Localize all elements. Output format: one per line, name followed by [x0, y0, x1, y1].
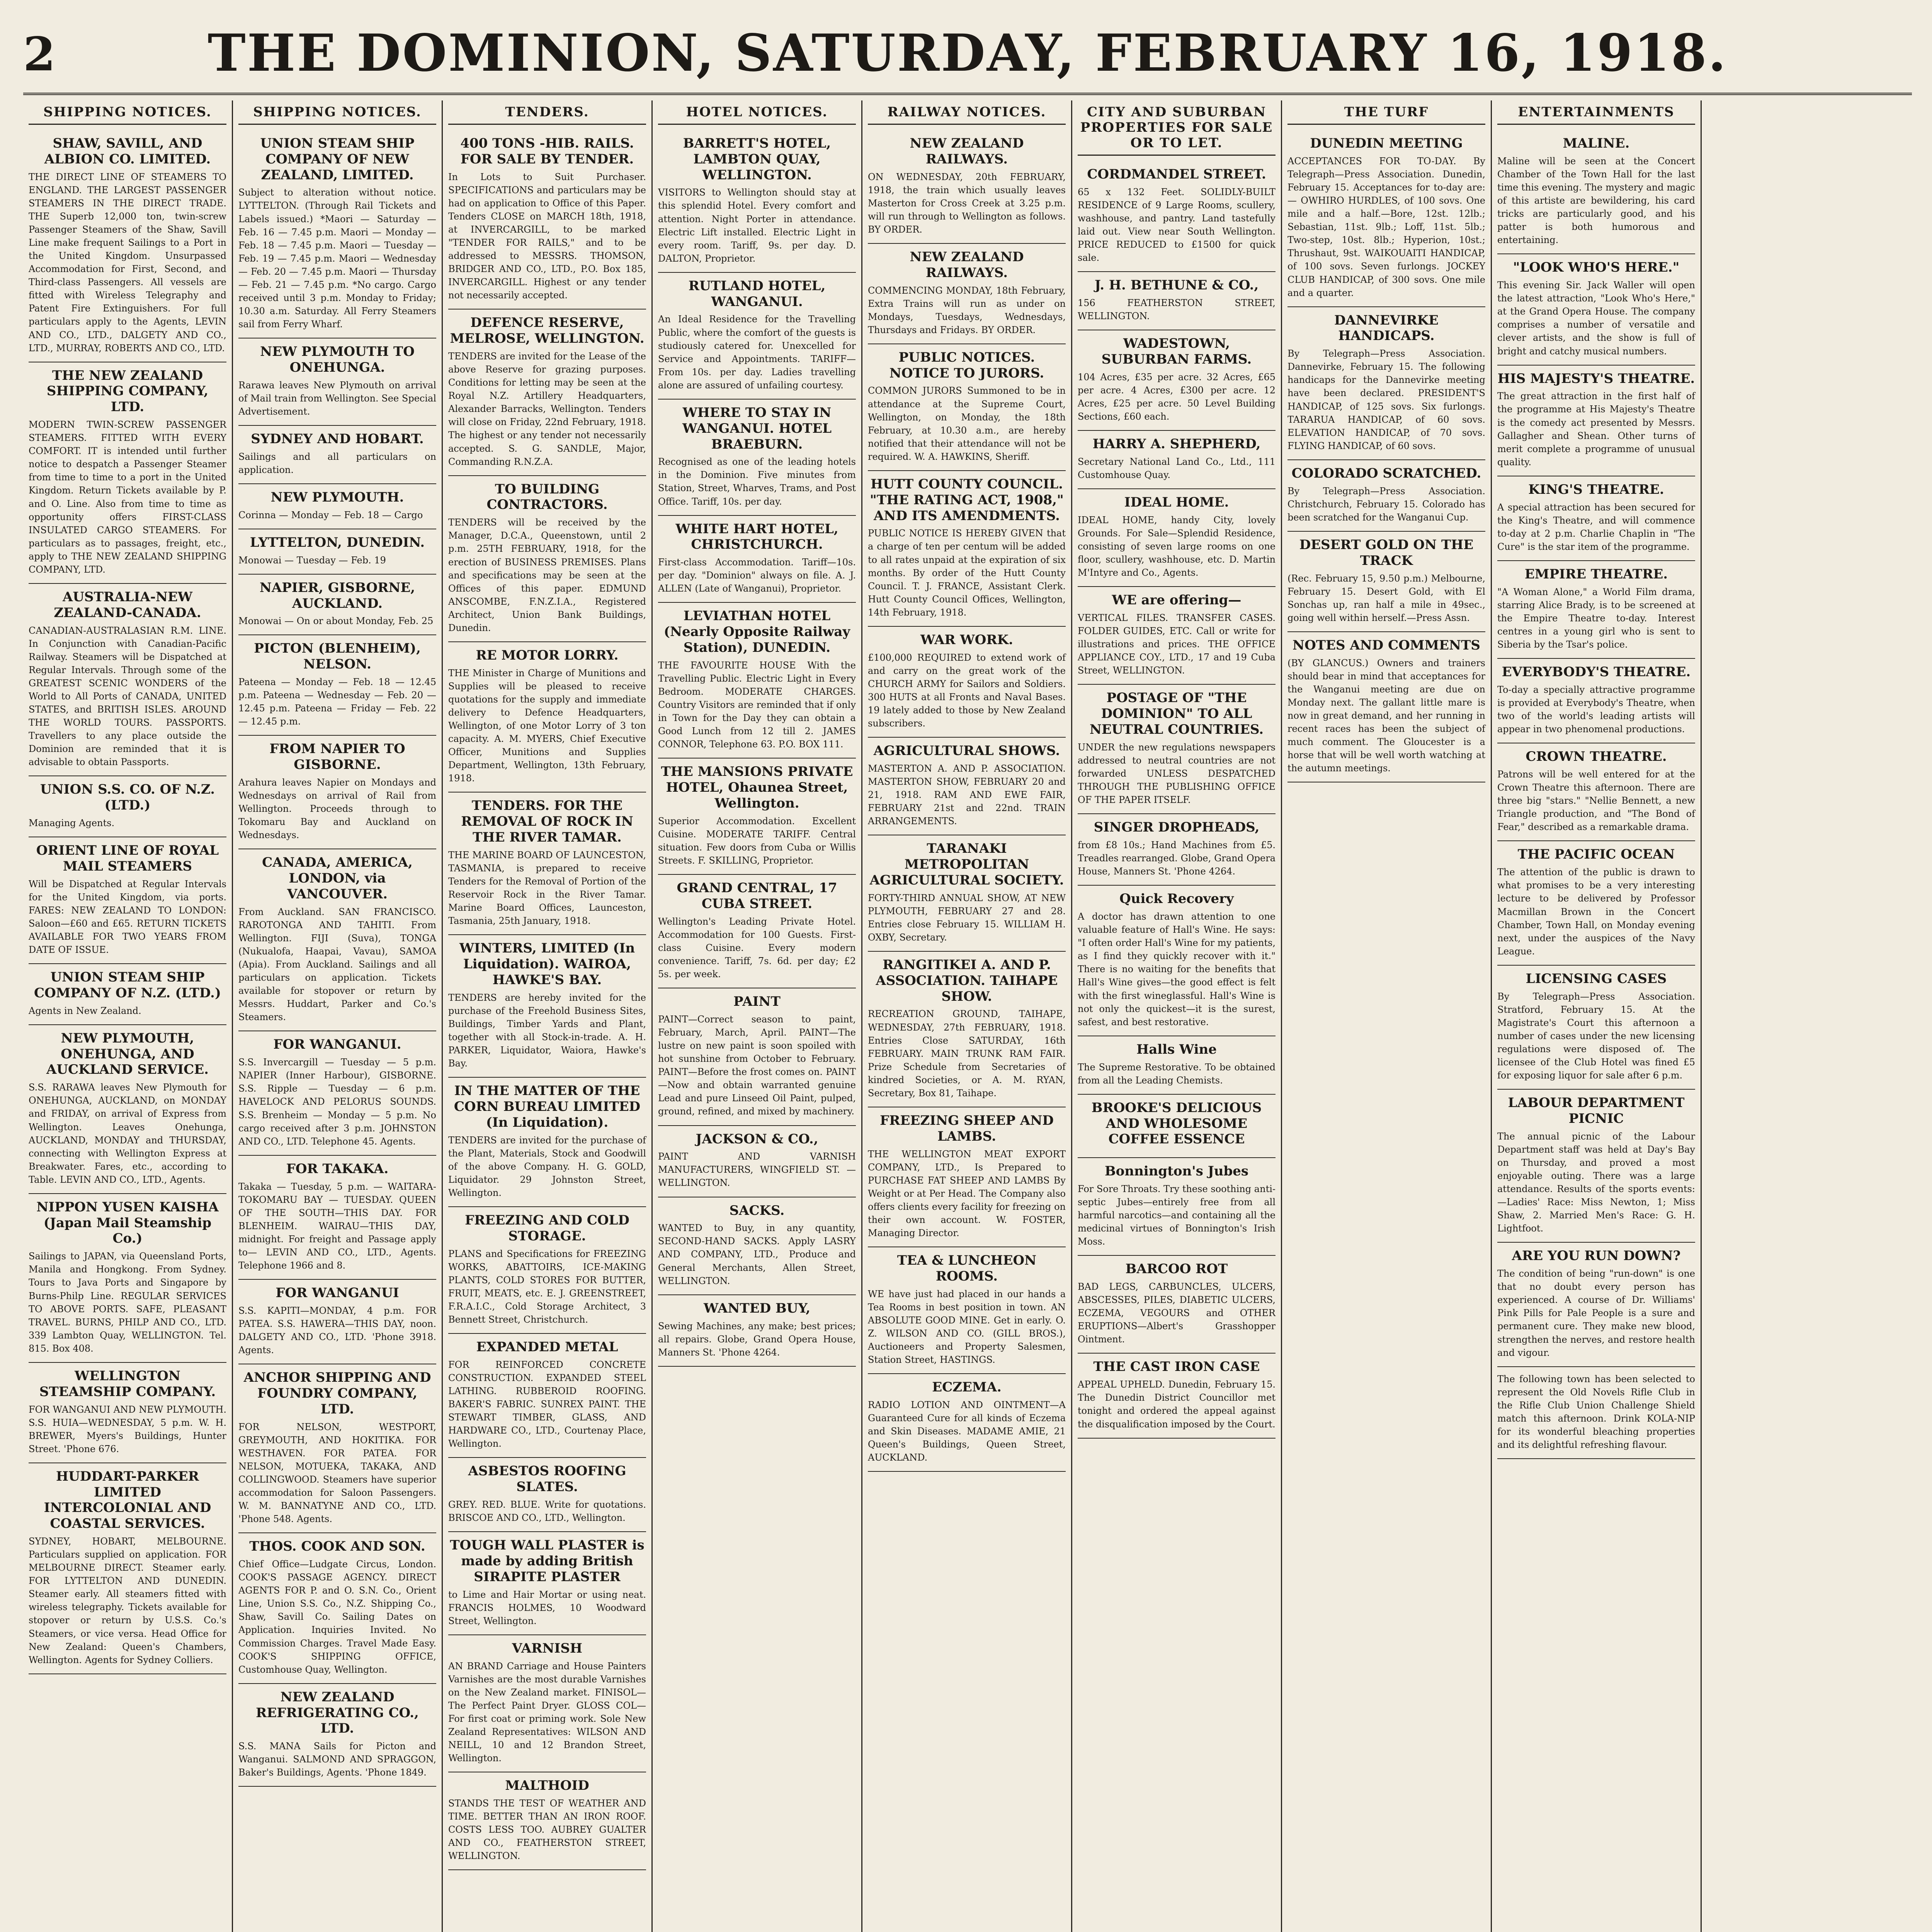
advertisement — [658, 759, 856, 875]
advertisement — [1078, 161, 1276, 272]
advertisement — [29, 130, 226, 362]
ad-body: PUBLIC NOTICE IS HEREBY GIVEN that a charge of ten per centum will be added to all rates unpaid at the expiration of six months. By order of the Hutt County Council. T. J. FRANCE, Assistant Clerk. Hutt County Council Offices, Wellington, 14th February, 1918. — [868, 528, 1066, 618]
ad-body: COMMENCING MONDAY, 18th February, Extra Trains will run as under on Mondays, Tuesdays, Wednesdays, Thursdays and Fridays. BY ORDER. — [868, 285, 1066, 335]
ad-body: S.S. RARAWA leaves New Plymouth for ONEHUNGA, AUCKLAND, on MONDAY and FRIDAY, on arrival of Express from Wellington. Leaves Onehunga, AUCKLAND, MONDAY and THURSDAY, connecting with Wellington Express at Breakwater. Fares, etc., according to Table. LEVIN AND CO., LTD., Agents. — [29, 1082, 226, 1185]
ad-body: FOR WANGANUI AND NEW PLYMOUTH. S.S. HUIA—WEDNESDAY, 5 p.m. W. H. BREWER, Myers's Buildings, Hunter Street. 'Phone 676. — [29, 1404, 226, 1454]
ad-body: RECREATION GROUND, TAIHAPE, WEDNESDAY, 27th FEBRUARY, 1918. Entries Close SATURDAY, 16th FEBRUARY. MAIN TRUNK RAM FAIR. Prize Schedule from Secretaries of kindred Societies, or A. M. RYAN, Secretary, Box 81, Taihape. — [868, 1009, 1066, 1099]
ad-body: Arahura leaves Napier on Mondays and Wednesdays on arrival of Rail from Wellington. Proceeds through to Tokomaru Bay and Auckland on Wednesdays. — [238, 777, 436, 841]
ad-body: THE Minister in Charge of Munitions and Supplies will be pleased to receive quotations for the supply and immediate delivery to Defence Headquarters, Wellington, of one Motor Lorry of 3 ton capacity. A. M. MYERS, Chief Executive Officer, Munitions and Supplies Department, Wellington, 13th February, 1918. — [448, 667, 646, 784]
ad-body: WE have just had placed in our hands a Tea Rooms in best position in town. AN ABSOLUTE GOOD MINE. Get in early. O. Z. WILSON AND CO. (GILL BROS.), Auctioneers and Property Salesmen, Station Street, HASTINGS. — [868, 1288, 1066, 1366]
ad-title: LEVIATHAN HOTEL (Nearly Opposite Railway Station), DUNEDIN. — [663, 608, 850, 656]
ad-body: "A Woman Alone," a World Film drama, starring Alice Brady, is to be screened at the Empire Theatre to-day. Interest centres in a young girl who is sent to Siberia by the Tsar's police. — [1497, 586, 1695, 650]
ad-title: TO BUILDING CONTRACTORS. — [486, 481, 608, 513]
ad-body: Agents in New Zealand. — [29, 1005, 141, 1016]
advertisement — [868, 738, 1066, 835]
ad-body: Sailings to JAPAN, via Queensland Ports, Manila and Hongkong. From Sydney. Tours to Java Ports and Singapore by Burns-Philp Line. REGULAR SERVICES TO ABOVE PORTS. SAFE, PLEASANT TRAVEL. BURNS, PHILP AND CO., LTD. 339 Lambton Quay, WELLINGTON. Tel. 815. Box 408. — [29, 1251, 226, 1354]
advertisement — [238, 1031, 436, 1155]
ad-title: RUTLAND HOTEL, WANGANUI. — [688, 278, 826, 310]
ad-title: SACKS. — [729, 1202, 785, 1218]
ad-title: ECZEMA. — [932, 1379, 1002, 1395]
ad-title: IN THE MATTER OF THE CORN BUREAU LIMITED (In Liquidation). — [454, 1083, 641, 1130]
ad-title: 400 TONS -HIB. RAILS. FOR SALE BY TENDER. — [460, 136, 634, 167]
ad-title: THE MANSIONS PRIVATE HOTEL, Ohaunea Street, Wellington. — [661, 764, 853, 811]
ad-body: Superior Accommodation. Excellent Cuisine. MODERATE TARIFF. Central situation. Few doors from Cuba or Willis Streets. F. SKILLING, Proprietor. — [658, 815, 856, 866]
ad-title: NEW ZEALAND RAILWAYS. — [910, 136, 1024, 167]
ad-body: From Auckland. SAN FRANCISCO. RAROTONGA AND TAHITI. From Wellington. FIJI (Suva), TONGA (Nukualofa, Haapai, Vavau), SAMOA (Apia). From Auckland. Sailings and all particulars on application. Tickets available for stopover or return by Messrs. Huddart, Parker and Co.'s Steamers. — [238, 906, 436, 1023]
ad-title: WANTED BUY, — [703, 1300, 811, 1316]
ad-title: WHITE HART HOTEL, CHRISTCHURCH. — [675, 521, 838, 553]
ad-body: 104 Acres, £35 per acre. 32 Acres, £65 per acre. 4 Acres, £300 per acre. 12 Acres, £25 per acre. 50 Level Building Sections, £60 each. — [1078, 371, 1276, 422]
advertisement — [448, 1334, 646, 1458]
advertisement — [238, 1684, 436, 1787]
advertisement — [658, 130, 856, 273]
advertisement — [1497, 659, 1695, 743]
ad-body: To-day a specially attractive programme is provided at Everybody's Theatre, when two of the world's leading artists will appear in two phenomenal productions. — [1497, 684, 1695, 735]
advertisement — [868, 835, 1066, 952]
advertisement — [1078, 814, 1276, 886]
advertisement — [238, 338, 436, 426]
advertisement — [29, 776, 226, 837]
advertisement — [868, 471, 1066, 627]
advertisement — [868, 244, 1066, 344]
ad-body: This evening Sir. Jack Waller will open the latest attraction, "Look Who's Here," at the Grand Opera House. The company comprises a number of versatile and clever artists, and the show is full of bright and catchy musical numbers. — [1497, 280, 1695, 357]
ad-title: DEFENCE RESERVE, MELROSE, WELLINGTON. — [450, 315, 645, 347]
ad-title: PICTON (BLENHEIM), NELSON. — [254, 641, 421, 672]
ad-body: TENDERS are invited for the Lease of the above Reserve for grazing purposes. Conditions for letting may be seen at the Royal N.Z. Artillery Headquarters, Alexander Barracks, Wellington. Tenders will close on Friday, 22nd February, 1918. The highest or any tender not necessarily accepted. S. G. SANDLE, Major, Commanding R.N.Z.A. — [448, 350, 646, 467]
ad-body: Chief Office—Ludgate Circus, London. COOK'S PASSAGE AGENCY. DIRECT AGENTS FOR P. and O. S.N. Co., Orient Line, Union S.S. Co., N.Z. Shipping Co., Shaw, Savill Co. Sailing Dates on Application. Inquiries Invited. No Commission Charges. Travel Made Easy. COOK'S SHIPPING OFFICE, Customhouse Quay, Wellington. — [238, 1559, 436, 1675]
advertisement — [29, 837, 226, 964]
ad-body: IDEAL HOME, handy City, lovely Grounds. For Sale—Splendid Residence, consisting of seven large rooms on one floor, scullery, washhouse, etc. D. Martin M'Intyre and Co., Agents. — [1078, 514, 1276, 578]
column-7 — [1282, 100, 1492, 1932]
advertisement — [448, 476, 646, 642]
ad-title: FREEZING SHEEP AND LAMBS. — [880, 1112, 1054, 1144]
ad-title: DESERT GOLD ON THE TRACK — [1299, 537, 1474, 568]
advertisement — [29, 362, 226, 584]
ad-title: NOTES AND COMMENTS — [1293, 637, 1480, 653]
ad-title: NAPIER, GISBORNE, AUCKLAND. — [259, 580, 415, 611]
ad-title: Quick Recovery — [1119, 891, 1234, 907]
ad-title: TENDERS. FOR THE REMOVAL OF ROCK IN THE RIVER TAMAR. — [461, 798, 633, 845]
advertisement — [1078, 1256, 1276, 1354]
ad-title: LICENSING CASES — [1526, 971, 1667, 986]
advertisement — [29, 1194, 226, 1363]
ad-body: By Telegraph—Press Association. Christchurch, February 15. Colorado has been scratched for the Wanganui Cup. — [1287, 485, 1485, 523]
advertisement — [658, 603, 856, 759]
advertisement — [238, 130, 436, 338]
ad-title: DANNEVIRKE HANDICAPS. — [1334, 312, 1439, 344]
ad-body: THE MARINE BOARD OF LAUNCESTON, TASMANIA, is prepared to receive Tenders for the Removal of Portion of the Reservoir Rock in the River Tamar. Marine Board Offices, Launceston, Tasmania, 25th January, 1918. — [448, 849, 646, 927]
ad-title: PUBLIC NOTICES. NOTICE TO JURORS. — [889, 349, 1044, 381]
ad-title: THE CAST IRON CASE — [1093, 1359, 1260, 1375]
column-4 — [653, 100, 862, 1932]
ad-body: Recognised as one of the leading hotels in the Dominion. Five minutes from Station, Street, Wharves, Trams, and Post Office. Tariff, 10s. per day. — [658, 456, 856, 507]
ad-title: NIPPON YUSEN KAISHA (Japan Mail Steamship Co.) — [36, 1199, 219, 1247]
advertisement — [1497, 561, 1695, 659]
ad-title: FREEZING AND COLD STORAGE. — [465, 1212, 629, 1244]
advertisement — [1078, 685, 1276, 814]
advertisement — [1497, 743, 1695, 841]
ad-body: By Telegraph—Press Association. Stratford, February 15. At the Magistrate's Court this afternoon a number of cases under the new licensing regulations were disposed of. The licensee of the Club Hotel was fined £5 for exposing liquor for sale after 6 p.m. — [1497, 991, 1695, 1081]
ad-body: GREY. RED. BLUE. Write for quotations. BRISCOE AND CO., LTD., Wellington. — [448, 1499, 646, 1524]
ad-title: ORIENT LINE OF ROYAL MAIL STEAMERS — [36, 843, 219, 874]
advertisement — [1078, 886, 1276, 1036]
advertisement — [1497, 1367, 1695, 1459]
ad-body: Sailings and all particulars on application. — [238, 451, 436, 475]
ad-body: FORTY-THIRD ANNUAL SHOW, AT NEW PLYMOUTH, FEBRUARY 27 and 28. Entries close February 15. WILLIAM H. OXBY, Secretary. — [868, 892, 1066, 943]
ad-body: The great attraction in the first half of the programme at His Majesty's Theatre is the comedy act presented by Messrs. Gallagher and Shean. Other turns of merit complete a programme of unusual quality. — [1497, 391, 1695, 468]
newspaper-page — [23, 100, 1912, 1932]
column-heading: TENDERS. — [448, 100, 646, 125]
ad-body: TENDERS will be received by the Manager, D.C.A., Queenstown, until 2 p.m. 25TH FEBRUARY, 1918, for the erection of BUSINESS PREMISES. Plans and specifications may be seen at the Offices of this paper. EDMUND ANSCOMBE, F.N.Z.I.A., Registered Architect, Union Bank Buildings, Dunedin. — [448, 517, 646, 633]
ad-body: THE FAVOURITE HOUSE With the Travelling Public. Electric Light in Every Bedroom. MODERATE CHARGES. Country Visitors are reminded that if only in Town for the Day they can obtain a Good Lunch from 12 till 2. JAMES CONNOR, Telephone 63. P.O. BOX 111. — [658, 660, 856, 750]
ad-body: MODERN TWIN-SCREW PASSENGER STEAMERS. FITTED WITH EVERY COMFORT. IT is intended until further notice to despatch a Passenger Steamer from time to time to a port in the United Kingdom. Return Tickets available by P. and O. Line. Also from time to time as opportunity offers FIRST-CLASS INSULATED CARGO STEAMERS. For particulars as to passages, freight, etc., apply to THE NEW ZEALAND SHIPPING COMPANY, LTD. — [29, 419, 226, 575]
ad-body: BAD LEGS, CARBUNCLES, ULCERS, ABSCESSES, PILES, DIABETIC ULCERS, ECZEMA, VEGOURS and OTHER ERUPTIONS—Albert's Grasshopper Ointment. — [1078, 1281, 1276, 1345]
advertisement — [1078, 587, 1276, 685]
ad-body: The annual picnic of the Labour Department staff was held at Day's Bay on Thursday, and proved a most enjoyable outing. There was a large attendance. Results of the sports events:—Ladies' Race: Miss Newton, 1; Miss Shaw, 2. Married Men's Race: G. H. Lightfoot. — [1497, 1131, 1695, 1234]
column-3 — [443, 100, 653, 1932]
ad-title: TEA & LUNCHEON ROOMS. — [897, 1253, 1037, 1284]
ad-body: CANADIAN-AUSTRALASIAN R.M. LINE. In Conjunction with Canadian-Pacific Railway. Steamers will be Dispatched at Regular Intervals. Through some of the GREATEST SCENIC WONDERS of the World to All Ports of CANADA, UNITED STATES, and BRITISH ISLES. AROUND THE WORLD TOURS. PASSPORTS. Travellers to any place outside the Dominion are reminded that it is advisable to obtain Passports. — [29, 625, 226, 768]
ad-body: Will be Dispatched at Regular Intervals for the United Kingdom, via ports. FARES: NEW ZEALAND TO LONDON: Saloon—£60 and £65. RETURN TICKETS AVAILABLE FOR TWO YEARS FROM DATE OF ISSUE. — [29, 878, 226, 956]
masthead — [23, 15, 1912, 95]
ad-title: PAINT — [733, 994, 781, 1010]
advertisement — [868, 344, 1066, 471]
ad-title: TARANAKI METROPOLITAN AGRICULTURAL SOCIETY. — [869, 841, 1064, 888]
column-heading: THE TURF — [1287, 100, 1485, 125]
ad-title: LABOUR DEPARTMENT PICNIC — [1508, 1095, 1685, 1126]
ad-body: APPEAL UPHELD. Dunedin, February 15. The Dunedin District Councillor met tonight and ordered the appeal against the disqualification imposed by the Court. — [1078, 1379, 1276, 1430]
advertisement — [1287, 307, 1485, 460]
advertisement — [448, 1078, 646, 1207]
advertisement — [448, 310, 646, 476]
ad-title: JACKSON & CO., — [696, 1131, 818, 1147]
ad-title: MALINE. — [1563, 136, 1630, 151]
ad-title: CROWN THEATRE. — [1526, 749, 1667, 765]
advertisement — [658, 1126, 856, 1197]
ad-body: £100,000 REQUIRED to extend work of and carry on the great work of the CHURCH ARMY for Sailors and Soldiers. 300 HUTS at all Fronts and Naval Bases. 19 lately added to those by New Zealand subscribers. — [868, 652, 1066, 729]
ad-body: SYDNEY, HOBART, MELBOURNE. Particulars supplied on application. FOR MELBOURNE DIRECT. Steamer early. FOR LYTTELTON AND DUNEDIN. Steamer early. All steamers fitted with wireless telegraphy. Tickets available for stopover or return by U.S.S. Co.'s Steamers, or vice versa. Head Office for New Zealand: Queen's Chambers, Wellington. Agents for Sydney Colliers. — [29, 1536, 226, 1665]
advertisement — [1078, 1095, 1276, 1158]
ad-title: WADESTOWN, SUBURBAN FARMS. — [1101, 336, 1252, 367]
ad-title: EVERYBODY'S THEATRE. — [1502, 664, 1691, 680]
ad-body: Maline will be seen at the Concert Chamber of the Town Hall for the last time this evening. The mystery and magic of this artiste are bewildering, his card tricks are particularly good, and his patter is both humorous and entertaining. — [1497, 155, 1695, 246]
column-1 — [23, 100, 233, 1932]
advertisement — [448, 1635, 646, 1772]
advertisement — [658, 1295, 856, 1367]
advertisement — [238, 736, 436, 849]
ad-body: STANDS THE TEST OF WEATHER AND TIME. BETTER THAN AN IRON ROOF. COSTS LESS TOO. AUBREY GUALTER AND CO., FEATHERSTON STREET, WELLINGTON. — [448, 1798, 646, 1862]
ad-title: DUNEDIN MEETING — [1310, 136, 1463, 151]
advertisement — [1497, 366, 1695, 476]
ad-body: S.S. Invercargill — Tuesday — 5 p.m. NAPIER (Inner Harbour), GISBORNE. S.S. Ripple — Tuesday — 6 p.m. HAVELOCK AND PELORUS SOUNDS. S.S. Brenheim — Monday — 5 p.m. No cargo received after 3 p.m. JOHNSTON AND CO., LTD. Telephone 45. Agents. — [238, 1057, 436, 1147]
ad-body: COMMON JURORS Summoned to be in attendance at the Supreme Court, Wellington, on Monday, the 18th February, at 10.30 a.m., are hereby notified that their attendance will not be required. W. A. HAWKINS, Sheriff. — [868, 385, 1066, 462]
ad-title: CORDMANDEL STREET. — [1087, 167, 1266, 182]
ad-title: RANGITIKEI A. AND P. ASSOCIATION. TAIHAPE SHOW. — [876, 957, 1058, 1004]
ad-body: First-class Accommodation. Tariff—10s. per day. "Dominion" always on file. A. J. ALLEN (Late of Wanganui), Proprietor. — [658, 557, 856, 594]
ad-title: RE MOTOR LORRY. — [476, 647, 619, 663]
advertisement — [448, 793, 646, 935]
ad-body: FOR REINFORCED CONCRETE CONSTRUCTION. EXPANDED STEEL LATHING. RUBBEROID ROOFING. BAKER'S FABRIC. SUNREX PAINT. THE STEWART TIMBER, GLASS, AND HARDWARE CO., LTD., Courtenay Place, Wellington. — [448, 1359, 646, 1449]
advertisement — [448, 935, 646, 1078]
ad-title: NEW ZEALAND REFRIGERATING CO., LTD. — [256, 1689, 419, 1736]
advertisement — [238, 575, 436, 636]
advertisement — [1497, 130, 1695, 254]
advertisement — [868, 627, 1066, 738]
ad-title: LYTTELTON, DUNEDIN. — [250, 534, 425, 550]
ad-body: Subject to alteration without notice. LYTTELTON. (Through Rail Tickets and Labels issued.) *Maori — Saturday — Feb. 16 — 7.45 p.m. Maori — Monday — Feb. 18 — 7.45 p.m. Maori — Tuesday — Feb. 19 — 7.45 p.m. Maori — Wednesday — Feb. 20 — 7.45 p.m. Maori — Thursday — Feb. 21 — 7.45 p.m. *No cargo. Cargo received until 3 p.m. Monday to Friday; 10.30 a.m. Saturday. All Ferry Steamers sail from Ferry Wharf. — [238, 187, 436, 330]
ad-body: ON WEDNESDAY, 20th FEBRUARY, 1918, the train which usually leaves Masterton for Cross Creek at 3.25 p.m. will run through to Wellington as follows. BY ORDER. — [868, 171, 1066, 235]
ad-title: IDEAL HOME. — [1124, 495, 1229, 510]
ad-body: VERTICAL FILES. TRANSFER CASES. FOLDER GUIDES, ETC. Call or write for illustrations and prices. THE OFFICE APPLIANCE COY., LTD., 17 and 19 Cuba Street, WELLINGTON. — [1078, 612, 1276, 676]
advertisement — [448, 1207, 646, 1334]
ad-title: COLORADO SCRATCHED. — [1291, 465, 1481, 481]
ad-title: THOS. COOK AND SON. — [249, 1539, 425, 1554]
ad-body: AN BRAND Carriage and House Painters Varnishes are the most durable Varnishes on the New Zealand market. FINISOL—The Perfect Paint Dryer. GLOSS COL—For first coat or priming work. Sole New Zealand Representatives: WILSON AND NEILL, 10 and 12 Brandon Street, Wellington. — [448, 1660, 646, 1764]
column-heading: SHIPPING NOTICES. — [29, 100, 226, 125]
ad-body: The attention of the public is drawn to what promises to be a very interesting lecture to be delivered by Professor Macmillan Brown in the Concert Chamber, Town Hall, on Monday evening next, under the auspices of the Navy League. — [1497, 867, 1695, 957]
ad-title: SHAW, SAVILL, AND ALBION CO. LIMITED. — [44, 136, 211, 167]
ad-body: Monowai — On or about Monday, Feb. 25 — [238, 616, 434, 627]
advertisement — [868, 1107, 1066, 1247]
ad-title: THE PACIFIC OCEAN — [1517, 847, 1675, 862]
ad-title: EXPANDED METAL — [476, 1339, 618, 1355]
ad-body: S.S. KAPITI—MONDAY, 4 p.m. FOR PATEA. S.S. HAWERA—THIS DAY, noon. DALGETY AND CO., LTD. 'Phone 3918. Agents. — [238, 1305, 436, 1356]
ad-body: By Telegraph—Press Association. Dannevirke, February 15. The following handicaps for the Dannevirke meeting have been declared. PRESIDENT'S HANDICAP, of 125 sovs. Six furlongs. TARARUA HANDICAP, of 60 sovs. ELEVATION HANDICAP, of 70 sovs. FLYING HANDICAP, of 60 sovs. — [1287, 348, 1485, 451]
ad-title: GRAND CENTRAL, 17 CUBA STREET. — [677, 880, 837, 912]
column-heading: ENTERTAINMENTS — [1497, 100, 1695, 125]
ad-body: Takaka — Tuesday, 5 p.m. — WAITARA-TOKOMARU BAY — TUESDAY. QUEEN OF THE SOUTH—THIS DAY. FOR BLENHEIM. WAIRAU—THIS DAY, midnight. For freight and Passage apply to— LEVIN AND CO., LTD., Agents. Telephone 1966 and 8. — [238, 1181, 436, 1271]
ad-title: HIS MAJESTY'S THEATRE. — [1497, 371, 1695, 386]
ad-body: For Sore Throats. Try these soothing anti-septic Jubes—entirely free from all harmful narcotics—and containing all the medicinal virtues of Bonnington's Irish Moss. — [1078, 1183, 1276, 1247]
ad-body: (BY GLANCUS.) Owners and trainers should bear in mind that acceptances for the Wanganui meeting are due on Monday next. The gallant little mare is now in great demand, and her running in recent races has been the subject of much comment. The Gloucester is a horse that will be well worth watching at the autumn meetings. — [1287, 657, 1485, 774]
column-9 — [1702, 100, 1912, 1932]
advertisement — [1078, 1354, 1276, 1438]
advertisement — [658, 273, 856, 400]
ad-title: CANADA, AMERICA, LONDON, via VANCOUVER. — [262, 855, 413, 902]
ad-body: FOR NELSON, WESTPORT, GREYMOUTH, AND HOKITIKA. FOR WESTHAVEN. FOR PATEA. FOR NELSON, MOTUEKA, TAKAKA, AND COLLINGWOOD. Steamers have superior accommodation for Saloon Passengers. W. M. BANNATYNE AND CO., LTD. 'Phone 548. Agents. — [238, 1421, 436, 1525]
ad-title: WAR WORK. — [920, 632, 1013, 648]
ad-body: VISITORS to Wellington should stay at this splendid Hotel. Every comfort and attention. Night Porter in attendance. Electric Lift installed. Electric Light in every room. Tariff, 9s. per day. D. DALTON, Proprietor. — [658, 187, 856, 264]
ad-body: THE WELLINGTON MEAT EXPORT COMPANY, LTD., Is Prepared to PURCHASE FAT SHEEP AND LAMBS By Weight or at Per Head. The Company also offers clients every facility for freezing on their own account. W. FOSTER, Managing Director. — [868, 1148, 1066, 1239]
advertisement — [448, 1458, 646, 1532]
ad-title: NEW ZEALAND RAILWAYS. — [910, 249, 1024, 281]
advertisement — [29, 1463, 226, 1674]
advertisement — [1078, 1036, 1276, 1095]
ad-title: UNION STEAM SHIP COMPANY OF NEW ZEALAND, LIMITED. — [260, 136, 415, 183]
column-2 — [233, 100, 443, 1932]
ad-body: Wellington's Leading Private Hotel. Accommodation for 100 Guests. First-class Cuisine. Every modern convenience. Tariff, 7s. 6d. per day; £2 5s. per week. — [658, 916, 856, 980]
advertisement — [1497, 476, 1695, 561]
advertisement — [658, 516, 856, 603]
ad-title: NEW PLYMOUTH, ONEHUNGA, AND AUCKLAND SERVICE. — [46, 1030, 209, 1078]
advertisement — [1497, 1090, 1695, 1243]
ad-body: Secretary National Land Co., Ltd., 111 Customhouse Quay. — [1078, 456, 1276, 480]
advertisement — [29, 584, 226, 776]
ad-body: In Lots to Suit Purchaser. SPECIFICATIONS and particulars may be had on application to Office of this Paper. Tenders CLOSE on MARCH 18th, 1918, at INVERCARGILL, to be marked "TENDER FOR RAILS," and to be addressed to MESSRS. THOMSON, BRIDGER AND CO., LTD., P.O. Box 185, INVERCARGILL. Highest or any tender not necessarily accepted. — [448, 171, 646, 301]
ad-body: PLANS and Specifications for FREEZING WORKS, ABATTOIRS, ICE-MAKING PLANTS, COLD STORES FOR BUTTER, FRUIT, MEATS, etc. E. J. GREENSTREET, F.R.A.I.C., Cold Storage Architect, 3 Bennett Street, Christchurch. — [448, 1248, 646, 1325]
ad-title: WE are offering— — [1112, 592, 1242, 608]
advertisement — [1497, 966, 1695, 1090]
ad-body: to Lime and Hair Mortar or using neat. FRANCIS HOLMES, 10 Woodward Street, Wellington. — [448, 1589, 646, 1626]
ad-title: SINGER DROPHEADS, — [1094, 820, 1260, 835]
ad-body: The Supreme Restorative. To be obtained from all the Leading Chemists. — [1078, 1061, 1276, 1086]
ad-title: KING'S THEATRE. — [1528, 481, 1664, 497]
advertisement — [1287, 532, 1485, 632]
ad-title: HUDDART-PARKER LIMITED INTERCOLONIAL AND COASTAL SERVICES. — [44, 1468, 211, 1532]
ad-title: POSTAGE OF "THE DOMINION" TO ALL NEUTRAL COUNTRIES. — [1089, 690, 1264, 738]
ad-title: Halls Wine — [1136, 1041, 1217, 1057]
advertisement — [29, 1025, 226, 1194]
ad-body: TENDERS are hereby invited for the purchase of the Freehold Business Sites, Buildings, Timber Yards and Plant, together with all Stock-in-trade. A. H. PARKER, Liquidator, Waiora, Hawke's Bay. — [448, 992, 646, 1069]
ad-body: Rarawa leaves New Plymouth on arrival of Mail train from Wellington. See Special Advertisement. — [238, 379, 436, 417]
ad-title: ANCHOR SHIPPING AND FOUNDRY COMPANY, LTD. — [243, 1370, 431, 1417]
ad-body: Sewing Machines, any make; best prices; all repairs. Globe, Grand Opera House, Manners St. 'Phone 4264. — [658, 1320, 856, 1358]
ad-title: BROOKE'S DELICIOUS AND WHOLESOME COFFEE ESSENCE — [1091, 1100, 1262, 1147]
advertisement — [868, 952, 1066, 1107]
advertisement — [29, 964, 226, 1025]
advertisement — [238, 1533, 436, 1684]
ad-body: (Rec. February 15, 9.50 p.m.) Melbourne, February 15. Desert Gold, with El Sonchas up, ran half a mile in 49sec., going well within herself.—Press Assn. — [1287, 573, 1485, 623]
advertisement — [868, 1374, 1066, 1472]
ad-title: TOUGH WALL PLASTER is made by adding British SIRAPITE PLASTER — [450, 1537, 645, 1585]
ad-body: Corinna — Monday — Feb. 18 — Cargo — [238, 509, 423, 520]
ad-title: NEW PLYMOUTH TO ONEHUNGA. — [260, 344, 415, 376]
ad-title: WELLINGTON STEAMSHIP COMPANY. — [39, 1368, 216, 1400]
advertisement — [1287, 632, 1485, 783]
advertisement — [1078, 489, 1276, 587]
ad-body: ACCEPTANCES FOR TO-DAY. By Telegraph—Press Association. Dunedin, February 15. Acceptances for to-day are:— OWHIRO HURDLES, of 100 sovs. One mile and a half.—Bore, 12st. 12lb.; Sebastian, 11st. 9lb.; Loff, 11st. 5lb.; Two-step, 10st. 8lb.; Hyperion, 10st.; Thrushaut, 9st. WAIKOUAITI HANDICAP, of 100 sovs. Seven furlongs. JOCKEY CLUB HANDICAP, of 300 sovs. One mile and a quarter. — [1287, 155, 1485, 298]
ad-title: WINTERS, LIMITED (In Liquidation). WAIROA, HAWKE'S BAY. — [459, 940, 635, 988]
ad-body: UNDER the new regulations newspapers addressed to neutral countries are not forwarded UNLESS DESPATCHED THROUGH THE PUBLISHING OFFICE OF THE PAPER ITSELF. — [1078, 742, 1276, 806]
advertisement — [1078, 1158, 1276, 1256]
advertisement — [238, 426, 436, 484]
ad-body: 65 x 132 Feet. SOLIDLY-BUILT RESIDENCE of 9 Large Rooms, scullery, washhouse, and pantry. Land tastefully laid out. View near South Wellington. PRICE REDUCED to £1500 for quick sale. — [1078, 186, 1276, 264]
ad-title: HUTT COUNTY COUNCIL. "THE RATING ACT, 1908," AND ITS AMENDMENTS. — [870, 476, 1064, 524]
advertisement — [238, 1364, 436, 1533]
ad-title: UNION STEAM SHIP COMPANY OF N.Z. (LTD.) — [34, 969, 221, 1001]
page-number: 2 — [23, 27, 56, 82]
ad-title: Bonnington's Jubes — [1104, 1163, 1249, 1179]
ad-body: An Ideal Residence for the Travelling Public, where the comfort of the guests is studiously catered for. Unexcelled for Service and Appointments. TARIFF—From 10s. per day. Ladies travelling alone are assured of unfailing courtesy. — [658, 314, 856, 391]
advertisement — [238, 1156, 436, 1280]
ad-title: ARE YOU RUN DOWN? — [1512, 1248, 1681, 1264]
ad-body: A doctor has drawn attention to one valuable feature of Hall's Wine. He says: "I often order Hall's Wine for my patients, as I find they quickly recover with it." There is no waiting for the benefits that Hall's Wine gives—the good effect is felt with the first wineglassful. Hall's Wine is not only the quickest—it is the surest, safest, and best restorative. — [1078, 911, 1276, 1027]
ad-body: The condition of being "run-down" is one that no doubt every person has experienced. A course of Dr. Williams' Pink Pills for Pale People is a sure and permanent cure. They make new blood, strengthen the nerves, and restore health and vigour. — [1497, 1268, 1695, 1358]
column-8 — [1492, 100, 1702, 1932]
ad-body: TENDERS are invited for the purchase of the Plant, Materials, Stock and Goodwill of the above Company. H. G. GOLD, Liquidator. 29 Johnston Street, Wellington. — [448, 1134, 646, 1198]
advertisement — [1497, 254, 1695, 365]
advertisement — [238, 1280, 436, 1364]
ad-title: AUSTRALIA-NEW ZEALAND-CANADA. — [54, 589, 201, 621]
advertisement — [1287, 130, 1485, 307]
ad-body: PAINT—Correct season to paint, February, March, April. PAINT—The lustre on new paint is soon spoiled with hot sunshine from October to February. PAINT—Before the frost comes on. PAINT—Now and obtain warranted genuine Lead and pure Linseed Oil Paint, pulped, ground, refined, and mixed by machinery. — [658, 1014, 856, 1117]
advertisement — [1497, 1243, 1695, 1367]
advertisement — [658, 400, 856, 516]
ad-title: J. H. BETHUNE & CO., — [1094, 277, 1259, 293]
advertisement — [1497, 841, 1695, 965]
advertisement — [448, 130, 646, 310]
ad-body: Patrons will be well entered for at the Crown Theatre this afternoon. There are three big "stars." "Nellie Bennett, a new Triangle production, and "The Bond of Fear," described as a remarkable drama. — [1497, 769, 1695, 833]
ad-title: "LOOK WHO'S HERE." — [1513, 260, 1680, 276]
advertisement — [868, 130, 1066, 244]
advertisement — [29, 1363, 226, 1463]
advertisement — [658, 988, 856, 1126]
advertisement — [1078, 330, 1276, 431]
ad-body: Managing Agents. — [29, 818, 115, 829]
advertisement — [1078, 431, 1276, 489]
advertisement — [448, 642, 646, 793]
ad-body: Monowai — Tuesday — Feb. 19 — [238, 554, 386, 566]
ad-body: Pateena — Monday — Feb. 18 — 12.45 p.m. Pateena — Wednesday — Feb. 20 — 12.45 p.m. Pateena — Friday — Feb. 22 — 12.45 p.m. — [238, 677, 436, 727]
ad-title: FOR WANGANUI. — [273, 1037, 401, 1053]
ad-title: BARRETT'S HOTEL, LAMBTON QUAY, WELLINGTON. — [683, 136, 831, 183]
ad-body: WANTED to Buy, in any quantity, SECOND-HAND SACKS. Apply LASRY AND COMPANY, LTD., Produce and General Merchants, Allen Street, WELLINGTON. — [658, 1223, 856, 1286]
advertisement — [868, 1247, 1066, 1374]
ad-title: VARNISH — [512, 1640, 583, 1656]
advertisement — [238, 529, 436, 575]
advertisement — [448, 1532, 646, 1635]
column-heading: CITY AND SUBURBAN PROPERTIES FOR SALE OR TO LET. — [1078, 100, 1276, 156]
ad-body: from £8 10s.; Hand Machines from £5. Treadles rearranged. Globe, Grand Opera House, Manners St. 'Phone 4264. — [1078, 840, 1276, 877]
ad-title: AGRICULTURAL SHOWS. — [873, 743, 1060, 759]
ad-body: THE DIRECT LINE OF STEAMERS TO ENGLAND. THE LARGEST PASSENGER STEAMERS IN THE DIRECT TRADE. THE Superb 12,000 ton, twin-screw Passenger Steamers of the Shaw, Savill Line make frequent Sailings to a Port in the United Kingdom. Unsurpassed Accommodation for First, Second, and Third-class Passengers. All vessels are fitted with Wireless Telegraphy and Patent Fire Extinguishers. For full particulars apply to the Agents, LEVIN AND CO., LTD., DALGETY AND CO., LTD., MURRAY, ROBERTS AND CO., LTD. — [29, 171, 226, 354]
advertisement — [658, 875, 856, 988]
column-5 — [862, 100, 1072, 1932]
ad-body: PAINT AND VARNISH MANUFACTURERS, WINGFIELD ST. — WELLINGTON. — [658, 1151, 856, 1189]
ad-body: The following town has been selected to represent the Old Novels Rifle Club in the Rifle Club Union Challenge Shield match this afternoon. Drink KOLA-NIP for its wonderful bleaching properties and its delightful refreshing flavour. — [1497, 1373, 1695, 1451]
ad-title: EMPIRE THEATRE. — [1524, 566, 1668, 582]
advertisement — [238, 635, 436, 736]
ad-title: NEW PLYMOUTH. — [270, 490, 404, 505]
ad-title: WHERE TO STAY IN WANGANUI. HOTEL BRAEBURN. — [682, 405, 832, 452]
ad-title: THE NEW ZEALAND SHIPPING COMPANY, LTD. — [46, 367, 209, 415]
ad-body: S.S. MANA Sails for Picton and Wanganui. SALMOND AND SPRAGGON, Baker's Buildings, Agents. 'Phone 1849. — [238, 1741, 436, 1778]
ad-title: HARRY A. SHEPHERD, — [1092, 436, 1261, 452]
ad-title: ASBESTOS ROOFING SLATES. — [468, 1463, 626, 1495]
column-heading: RAILWAY NOTICES. — [868, 100, 1066, 125]
ad-title: BARCOO ROT — [1125, 1261, 1228, 1277]
newspaper-title: THE DOMINION, SATURDAY, FEBRUARY 16, 1918. — [207, 23, 1728, 83]
column-heading: SHIPPING NOTICES. — [238, 100, 436, 125]
advertisement — [1287, 460, 1485, 532]
ad-body: RADIO LOTION AND OINTMENT—A Guaranteed Cure for all kinds of Eczema and Skin Diseases. MADAME AMIE, 21 Queen's Buildings, Queen Street, AUCKLAND. — [868, 1399, 1066, 1463]
ad-title: MALTHOID — [505, 1778, 589, 1794]
advertisement — [238, 849, 436, 1031]
advertisement — [1078, 272, 1276, 330]
column-heading: HOTEL NOTICES. — [658, 100, 856, 125]
ad-title: SYDNEY AND HOBART. — [251, 431, 424, 447]
ad-body: A special attraction has been secured for the King's Theatre, and will commence to-day at 2 p.m. Charlie Chaplin in "The Cure" is the star item of the programme. — [1497, 502, 1695, 552]
ad-title: FOR WANGANUI — [276, 1285, 399, 1301]
ad-title: FOR TAKAKA. — [286, 1161, 389, 1177]
ad-title: UNION S.S. CO. OF N.Z. (LTD.) — [40, 782, 215, 813]
ad-title: FROM NAPIER TO GISBORNE. — [269, 741, 405, 773]
advertisement — [448, 1772, 646, 1870]
advertisement — [658, 1197, 856, 1295]
advertisement — [238, 484, 436, 529]
ad-body: MASTERTON A. AND P. ASSOCIATION. MASTERTON SHOW, FEBRUARY 20 and 21, 1918. RAM AND EWE FAIR, FEBRUARY 21st and 22nd. TRAIN ARRANGEMENTS. — [868, 763, 1066, 827]
ad-body: 156 FEATHERSTON STREET, WELLINGTON. — [1078, 298, 1276, 322]
column-6 — [1072, 100, 1282, 1932]
